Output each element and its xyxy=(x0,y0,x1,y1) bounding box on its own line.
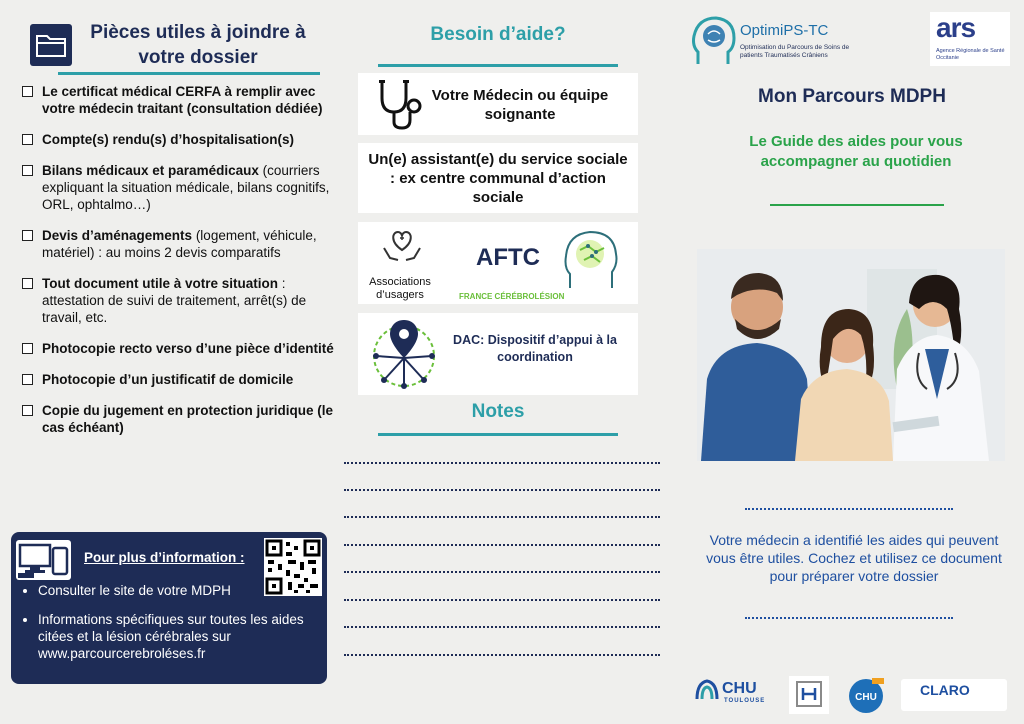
checklist-item[interactable] xyxy=(22,371,342,388)
hands-heart-icon xyxy=(380,226,424,275)
checklist-item[interactable] xyxy=(22,340,342,357)
notes-line[interactable] xyxy=(344,571,660,573)
chu-toulouse-logo-text: CHU xyxy=(722,680,757,697)
stethoscope-icon xyxy=(372,78,428,137)
dotted-divider xyxy=(745,508,953,510)
documents-title: Pièces utiles à joindre à votre dossier xyxy=(90,22,306,68)
notes-line[interactable] xyxy=(344,626,660,628)
notes-line[interactable] xyxy=(344,489,660,491)
consultation-illustration xyxy=(697,249,1005,461)
checkbox[interactable] xyxy=(22,405,33,416)
checklist-item[interactable] xyxy=(22,162,342,213)
notes-line[interactable] xyxy=(344,544,660,546)
checklist-item[interactable] xyxy=(22,131,342,148)
info-item-website: • Informations spécifiques sur toutes les aides citées et la lésion cérébrales sur www.parcourcerebroléses.fr xyxy=(38,611,328,662)
checklist-item[interactable] xyxy=(22,83,342,117)
checkbox[interactable] xyxy=(22,278,33,289)
item-text: (logement, véhicule, matériel) : au moins 2 devis comparatifs xyxy=(42,228,317,260)
guide-subtitle: Le Guide des aides pour vous accompagner au quotidien xyxy=(749,133,963,170)
info-list xyxy=(24,582,328,674)
optimips-logo-icon xyxy=(690,14,738,71)
notes-line[interactable] xyxy=(344,462,660,464)
info-heading: Pour plus d’information : xyxy=(84,550,245,565)
claro-logo-text: CLARO xyxy=(920,682,970,698)
help-title: Besoin d’aide? xyxy=(430,24,566,45)
checkbox[interactable] xyxy=(22,86,33,97)
notes-line[interactable] xyxy=(344,599,660,601)
item-bold-text: Devis d’aménagements xyxy=(42,228,193,243)
aftc-logo-subtitle: FRANCE CÉRÉBROLÉSION xyxy=(459,292,565,301)
notes-line[interactable] xyxy=(344,516,660,518)
divider xyxy=(770,204,944,206)
info-item-mdph: • Consulter le site de votre MDPH xyxy=(38,582,328,599)
item-bold-text: Copie du jugement en protection juridique (le cas échéant) xyxy=(42,403,334,435)
aftc-logo: AFTC xyxy=(476,244,540,271)
optimips-logo-subtitle: Optimisation du Parcours de Soins de patients Traumatisés Crâniens xyxy=(740,44,850,59)
ars-logo-subtitle: Agence Régionale de Santé Occitanie xyxy=(936,48,1005,61)
notes-line[interactable] xyxy=(344,654,660,656)
divider xyxy=(378,64,618,67)
checkbox[interactable] xyxy=(22,230,33,241)
doctor-text: Votre Médecin ou équipe soignante xyxy=(431,87,609,123)
divider xyxy=(378,433,618,436)
optimips-logo-text: OptimiPS-TC xyxy=(740,22,829,39)
social-worker-text: Un(e) assistant(e) du service sociale : ex centre communal d’action sociale xyxy=(368,151,628,206)
checklist-item[interactable] xyxy=(22,275,342,326)
checklist-item[interactable] xyxy=(22,227,342,261)
item-bold-text: Photocopie d’un justificatif de domicile xyxy=(42,372,294,387)
notes-title: Notes xyxy=(471,401,525,422)
chu-logo xyxy=(789,676,829,714)
dotted-divider xyxy=(745,617,953,619)
item-text: (courriers expliquant la situation médicale, bilans cognitifs, ORL, ophtalmo…) xyxy=(42,163,330,212)
chu-toulouse-logo-icon xyxy=(693,677,721,708)
documents-checklist xyxy=(22,83,342,450)
chu-blue-logo xyxy=(846,676,886,714)
ars-logo-text: ars xyxy=(936,12,976,43)
checkbox[interactable] xyxy=(22,165,33,176)
item-bold-text: Compte(s) rendu(s) d’hospitalisation(s) xyxy=(42,132,295,147)
item-bold-text: Tout document utile à votre situation xyxy=(42,276,279,291)
devices-icon xyxy=(16,540,71,580)
network-pin-icon xyxy=(368,316,440,397)
brain-head-icon xyxy=(560,224,624,301)
checkbox[interactable] xyxy=(22,134,33,145)
page-title: Mon Parcours MDPH xyxy=(758,86,946,107)
instructions-text: Votre médecin a identifié les aides qui peuvent vous être utiles. Cochez et utilisez ce document pour préparer votre dossier xyxy=(706,532,1002,584)
item-text: : attestation de suivi de traitement, arrêt(s) de travail, etc. xyxy=(42,276,307,325)
checkbox[interactable] xyxy=(22,343,33,354)
associations-label: Associations d’usagers xyxy=(369,276,431,301)
item-bold-text: Le certificat médical CERFA à remplir avec votre médecin traitant (consultation dédiée) xyxy=(42,84,323,116)
item-bold-text: Bilans médicaux et paramédicaux xyxy=(42,163,259,178)
chu-toulouse-logo-subtitle: TOULOUSE xyxy=(724,698,766,704)
checkbox[interactable] xyxy=(22,374,33,385)
item-bold-text: Photocopie recto verso d’une pièce d’identité xyxy=(42,341,334,356)
checklist-item[interactable] xyxy=(22,402,342,436)
divider xyxy=(58,72,320,75)
folder-icon xyxy=(30,24,72,66)
dac-text: DAC: Dispositif d’appui à la coordination xyxy=(453,333,617,364)
svg-text:CHU: CHU xyxy=(855,692,877,703)
